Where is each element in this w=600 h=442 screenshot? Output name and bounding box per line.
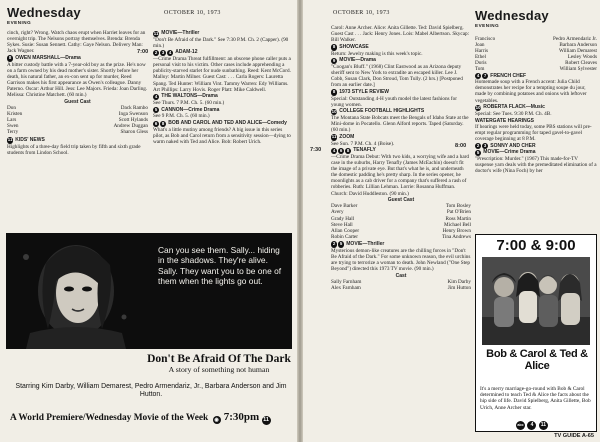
listing-movie-drama <box>331 57 471 88</box>
channel-badge: 2 <box>332 241 336 247</box>
right-col-1 <box>310 25 471 291</box>
guest-cast-list <box>331 203 471 240</box>
channel-badge: 11 <box>331 134 337 140</box>
day-heading: Wednesday <box>475 8 549 23</box>
cast-row: Robin Carter Tina Andrews <box>331 233 471 240</box>
cast-row: Steve Hall Michael Bell <box>331 221 471 228</box>
listing-title: MOVIE—Thriller <box>161 30 200 36</box>
cast-row: Avery Pat O'Brien <box>331 209 471 216</box>
left-col-2 <box>137 30 291 146</box>
evening-label: EVENING <box>475 23 500 28</box>
channel-badge: 6 <box>154 120 158 126</box>
cast-row: Lars Scott Hylands <box>7 117 148 124</box>
listing-description: The Montana State Bobcats meet the Bengals of Idaho State at the Mini-dome in Pocatello. Glenn Alford reports. Taped (Saturday. (60 min.) <box>331 115 469 134</box>
listing-title: FRENCH CHEF <box>490 72 527 79</box>
right-header-day <box>475 8 549 28</box>
listing-description: Mysterious demon-like creatures are the chilling forces in "Don't Be Afraid of the Dark." For some unknown reason, the evil urchins are trying to terrorize a woman to death. John Newland ("One Step Beyond") directed this 1973 TV movie. (90 min.) <box>331 247 471 272</box>
listing-description: —Crime Drama Debut: With two kids, a worrying wife and a hard case in the suburbs, Harry Tenafly (James McEachin) doesn't fit the image of a private eye. But that's what he is, and underneath the domestic padding he's pretty sharp. In the series opener, he moonlights as a cab driver for a company that's suffered a rash of robberies. Ruth: Lillian Lehman. Lorrie: Rosanna Huffman. Church: David Huddleston. (90 min.) <box>331 154 469 197</box>
channel-badge: 6 <box>339 147 343 153</box>
cast-row: Don Dack Rambo <box>7 104 148 111</box>
listing-description: "Coogan's Bluff." (1968) Clint Eastwood as an Arizona deputy sheriff sent to New York to extradite an escaped killer. Lee J. Cobb, Susan Clark, Don Stroud, Tom Tully. (2 hrs.) [Postponed from an earlier date.] <box>331 63 463 89</box>
listing-description: Special: Outstanding 4-H youth model the latest fashions for young women. <box>331 95 457 108</box>
left-header-day <box>7 5 81 25</box>
listing-description: Return: Jewelry making is this week's topic. <box>331 50 423 57</box>
date-heading: OCTOBER 10, 1973 <box>164 10 221 16</box>
listing-owen-marshall <box>7 55 148 98</box>
cast-row: Francisco Pedro Armendariz Jr. <box>475 36 597 42</box>
listing-text: Carol: Anne Archer. Alice: Anita Gillette. Ted: David Spielberg. Guest Cast . . . Jack: Henry Jones. Lois: Mabel Albertson. Skycap: Bill Walker. <box>331 25 470 44</box>
channel-badge: 4 <box>476 73 480 79</box>
listing-title: 1973 STYLE REVIEW <box>339 88 390 95</box>
cast-row: Ethel Lesley Woods <box>475 54 597 61</box>
ad-premiere-text: A World Premiere/Wednesday Movie of the Week <box>10 413 209 423</box>
right-col-2 <box>455 36 597 175</box>
left-col-1 <box>7 30 148 156</box>
listing-title: COLLEGE FOOTBALL HIGHLIGHTS <box>339 108 425 115</box>
listing-movie-thriller <box>153 30 291 49</box>
channel-badge: 4 <box>527 421 536 430</box>
ad-times: 7:00 & 9:00 <box>496 237 576 254</box>
listing-tenafly <box>310 147 471 197</box>
channel-badge: 8 <box>332 89 336 95</box>
listing-title: ROBERTA FLACK—Music <box>483 104 545 111</box>
guest-cast-label: Guest Cast <box>387 197 415 204</box>
channel-badge: 10 <box>475 104 481 110</box>
show-advertisement <box>475 234 597 432</box>
channel-badge: 5 <box>476 149 480 155</box>
listing-description: A bitter custody battle with a 7-year-old boy as the prize. He's now on a farm owned by his dead mother's sister. Shortly before her death, his natural father, an ex-con sent up for murder, Reed Garrison makes his first appearance as Owen's colleague. Danny Paterno. Oscar: Arthur Hill. Jess: Lee Majors. Frieda: Joan Darling. Melissa: Christine Matchett. (60 min.) <box>7 61 148 99</box>
listing-movie-thriller <box>331 241 471 272</box>
listing-text: cinch, right? Wrong. Watch chaos erupt when Harriet leaves for an overnight trip. The Nelsons portray themselves. Brenda: Brenda Sykes. Susie: Susan Sennett. Cathy: Gaye Nelson. Delivery Man: Jack Wagner. <box>7 30 146 55</box>
cast-row: Tom William Sylvester <box>475 66 597 73</box>
listing-title: CANNON—Crime Drama <box>161 106 220 113</box>
listing-watergate <box>475 118 597 142</box>
ad-show-title: Bob & Carol & Ted & Alice <box>486 348 588 372</box>
channel-badge: 9 <box>332 57 336 63</box>
listing-sonny-cher <box>455 142 597 175</box>
listing-football <box>331 108 471 133</box>
day-heading: Wednesday <box>7 5 81 20</box>
ad-channel-logos <box>516 421 549 430</box>
ad-movie-title: Don't Be Afraid Of The Dark <box>147 353 291 365</box>
listing-title: KIDS' NEWS <box>15 136 45 143</box>
channel-badge: 3 <box>161 49 165 55</box>
listing-description: "Don't Be Afraid of the Dark." See 7:30 P.M. Ch. 2 (Capper). (90 min.) <box>153 36 289 49</box>
ad-tagline: Can you see them. Sally... hiding in the shadows. They're alive. Sally. They want you to be one of them when the lights go out. <box>146 233 292 349</box>
listing-waltons <box>153 93 291 106</box>
channel-badge: 8 <box>8 55 12 61</box>
ad-photo-group <box>482 257 590 345</box>
time-slot: 7:30 <box>310 147 322 154</box>
ad-show-description: It's a merry marriage-go-round with Bob & Carol determined to teach Ted & Alice the facts about the hip side of life. David Spielberg, Anita Gillette, Bob Urich, Anne Archer star. <box>480 386 591 411</box>
listing-description: See 9 P.M. Ch. 5. (60 min.) <box>153 113 210 120</box>
ad-title-block <box>146 349 292 374</box>
abc-logo-icon: abc <box>516 421 525 430</box>
channel-badge: 4 <box>154 93 158 99</box>
cast-label: Cast <box>395 272 407 279</box>
listing-kids-news <box>7 137 148 156</box>
ad-movie-subtitle: A story of something not human <box>168 365 270 374</box>
right-page <box>303 0 600 442</box>
listing-title: WATERGATE HEARINGS <box>475 117 534 124</box>
listing-adam12 <box>137 49 291 93</box>
cast-photo-illustration <box>482 257 590 345</box>
listing-title: MOVIE—Drama <box>339 57 376 64</box>
cast-row: Terry Sharon Gless <box>7 129 148 136</box>
listing-description: Special: See Tues. 9:30 P.M. Ch. 4B. <box>475 110 552 117</box>
cast-row: Joan Barbara Anderson <box>475 42 597 49</box>
evening-label: EVENING <box>7 20 32 25</box>
listing-bob-carol <box>153 120 291 145</box>
ad-time: 7:30pm <box>223 411 260 423</box>
listing-zoom <box>331 134 471 147</box>
channel-badge: 11 <box>540 422 547 428</box>
time-slot: 7:00 <box>137 49 149 56</box>
movie-advertisement <box>6 233 292 431</box>
cast-row: Sally Farnham Kim Darby <box>331 278 471 285</box>
cast-list <box>475 36 597 73</box>
listing-description: See Thurs. 7 P.M. Ch. 5. (60 min.) <box>153 100 225 106</box>
channel-badge: 2 <box>154 49 158 55</box>
ad-starring: Starring Kim Darby, William Demarest, Pedro Armendariz, Jr., Barbara Anderson and Jim Hutton. <box>15 383 287 399</box>
channel-badge: 7 <box>483 73 487 79</box>
cast-row: Alex Farnham Jim Hutton <box>331 284 471 291</box>
guest-cast-list <box>7 105 148 135</box>
listing-style-review <box>331 89 471 108</box>
ad-world-premiere <box>10 411 292 425</box>
listing-description: If hearings were held today, some PBS stations will pre-empt regular programming for taped gavel-to-gavel coverage beginning at 8 P.M. <box>475 123 592 142</box>
channel-badge: 11 <box>153 30 159 36</box>
channel-badge: 4 <box>168 49 172 55</box>
listing-roberta-flack <box>475 104 597 117</box>
listing-cannon <box>153 107 291 120</box>
channel-badge: 11 <box>7 137 13 143</box>
listing-description: Homemade soup with a French accent: Julia Child demonstrates her recipe for a tempting soupe du jour, made by combining potatoes and onions with leftover vegetables. <box>475 79 587 104</box>
channel-badge: 3 <box>483 143 487 149</box>
listing-description: What's a little mutiny among friends? A big issue in this series pilot, as Bob and Carol return from a sensitivity session—dying to warm naked with Ted and Alice. Bob: Robert Urich. <box>153 126 291 145</box>
listing-title: OWEN MARSHALL—Drama <box>15 54 81 61</box>
listing-title: ADAM-12 <box>175 49 198 56</box>
guest-cast-label: Guest Cast <box>64 98 91 105</box>
cast-row: Kristen Inga Swenson <box>7 111 148 117</box>
listing-french-chef <box>475 73 597 104</box>
left-page <box>0 0 297 442</box>
cast-row: Dave Barker Tom Bosley <box>331 203 471 210</box>
listing-description: See Sun. 7 P.M. Ch. 4 (Boise). <box>331 140 395 147</box>
channel-badge: 2 <box>476 143 480 149</box>
listing-description: "Prescription: Murder." (1967) This made-for-TV suspense yarn deals with the premeditated elimination of a doctor's wife (Nina Foch) by her <box>475 155 597 175</box>
channel-badge: 11 <box>263 416 269 423</box>
listing-title: SONNY AND CHER <box>490 142 536 149</box>
channel-badge: 10 <box>331 108 337 114</box>
cast-row: Doris Robert Cleaves <box>475 60 597 67</box>
channel-badge: 4 <box>332 147 336 153</box>
portrait-illustration <box>6 233 146 349</box>
cast-row: Swen Andrew Duggan <box>7 123 148 130</box>
channel-badge: 8 <box>346 147 350 153</box>
cast-row: Harris William Demarest <box>475 48 597 55</box>
listing-title: THE WALTONS—Drama <box>161 93 218 100</box>
channel-badge: 5 <box>339 241 343 247</box>
network-eye-icon: ◉ <box>214 416 219 423</box>
cast-row: Grady Hall Ross Martin <box>331 215 471 222</box>
page-footer: TV GUIDE A-65 <box>554 433 594 439</box>
listing-title: MOVIE—Crime Drama <box>483 149 536 156</box>
listing-description: Highlights of a three-day field trip taken by fifth and sixth grade students from Lindon School. <box>7 143 141 156</box>
listing-title: ZOOM <box>339 133 355 140</box>
listing-title: BOB AND CAROL AND TED AND ALICE—Comedy <box>168 120 287 127</box>
channel-badge: 8 <box>332 44 336 50</box>
listing-title: SHOWCASE <box>339 43 369 50</box>
ad-photo-woman <box>6 233 146 349</box>
time-slot: 8:00 <box>455 142 467 149</box>
listing-title: TENAFLY <box>353 147 376 154</box>
listing-title: MOVIE—Thriller <box>346 240 385 247</box>
channel-badge: 5 <box>154 107 158 113</box>
listing-showcase <box>331 44 471 57</box>
listing-description: —Crime Drama Threat fulfillment: an obscene phone caller puts a personal visit to his victim. Other cases include apprehending a publicity-starved starlet for nude sunbathing. Reed: Kent McCord. Malloy: Martin Milner. Guest Cast: . . . Carla Rogers: Lauretta Spang. Ted Hunter: William Vint. Tammy Warren: Edy Williams. Art Phillips: Larry Hovis. Roger Platt: Mike Caldwell. <box>153 56 291 93</box>
channel-badge: 8 <box>161 120 165 126</box>
date-heading: OCTOBER 10, 1973 <box>333 10 390 16</box>
cast-row: Allan Cooper Henry Brown <box>331 227 471 234</box>
cast-list <box>331 279 471 291</box>
